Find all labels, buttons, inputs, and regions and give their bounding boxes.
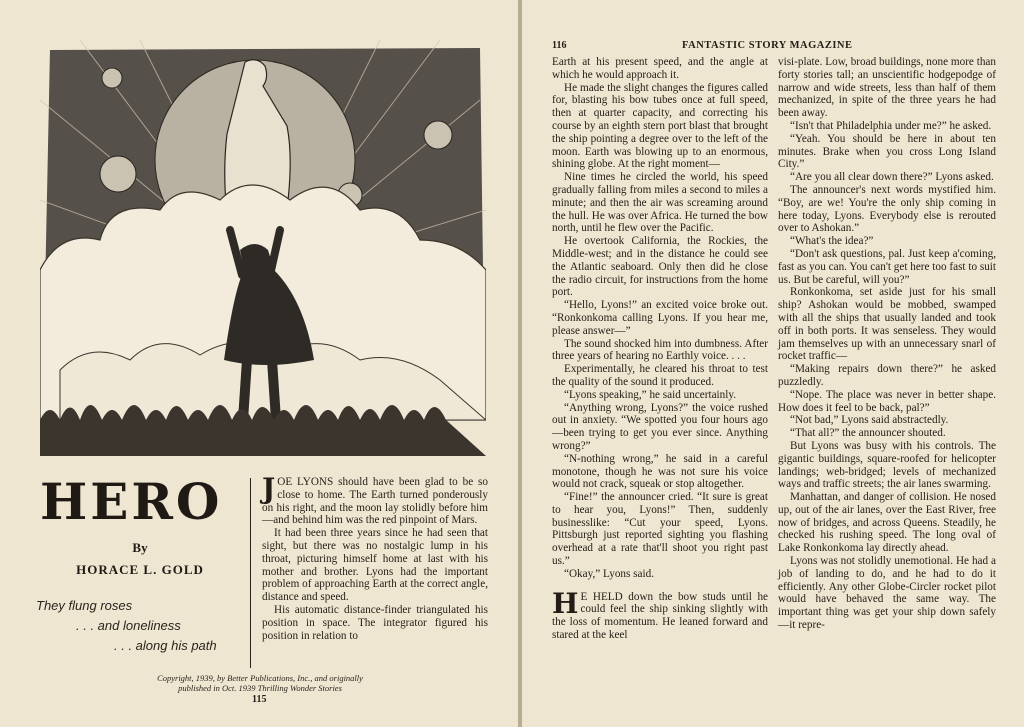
paragraph: “What's the idea?” <box>790 235 874 248</box>
left-body-text <box>262 472 489 642</box>
tagline-line-2: . . . and loneliness <box>76 618 181 633</box>
paragraph: He made the slight changes the figures called for, blasting his bow tubes once at full speed, then at quarter capacity, and correcting his course by an eighth stern port blast that brought the ship pointing a degree over to the left of the moon. Earth was blowing up to an enormous, shining globe. At the right moment— <box>552 81 768 171</box>
paragraph: Experimentally, he cleared his throat to test the quality of the sound it produced. <box>552 363 768 388</box>
paragraph: But Lyons was busy with his controls. The gigantic buildings, square-roofed for helicopter landings; web-bridged; levels of mechanized ways and traffic streets; the air lanes swarming. <box>778 439 996 491</box>
section-opening-caps: E HELD <box>580 590 623 603</box>
paragraph: visi-plate. Low, broad buildings, none more than forty stories tall; an unscientific hodgepodge of narrow and wide streets, less than half of them mechanized, in spite of the three years he had been away. <box>778 56 996 120</box>
story-title: HERO <box>40 472 223 531</box>
right-page <box>522 0 1024 727</box>
author-name: HORACE L. GOLD <box>76 562 204 577</box>
paragraph: He overtook California, the Rockies, the Middle-west; and in the distance he could see the Atlantic seaboard. Only then did he close the radio circuit, for instructions from the home port. <box>552 235 768 299</box>
paragraph: “Yeah. You should be here in about ten minutes. Brake when you cross Long Island City.” <box>778 132 996 171</box>
right-column-1 <box>552 56 768 642</box>
page-number-left: 115 <box>252 694 267 705</box>
tagline-line-1: They flung roses <box>36 598 133 613</box>
right-column-2 <box>778 56 996 632</box>
paragraph: “Hello, Lyons!” an excited voice broke out. “Ronkonkoma calling Lyons. If you hear me, please answer—” <box>552 299 768 337</box>
paragraph: Nine times he circled the world, his speed gradually falling from miles a second to miles a minute; and then the air was screaming around the hull. He was over Africa. He turned the bow north, until he flew over the Pacific. <box>552 171 768 235</box>
paragraph: “Lyons speaking,” he said uncertainly. <box>564 388 737 401</box>
paragraph: “Are you all clear down there?” Lyons asked. <box>790 171 994 184</box>
paragraph: Ronkonkoma, set aside just for his small ship? Ashokan would be mobbed, swamped with all the ships that usually landed and took off in both ports. It was senseless. They would jam themselves up with an unnecessary snarl of rocket traffic— <box>778 286 996 363</box>
copyright-notice <box>100 673 420 693</box>
paragraph: “Making repairs down there?” he asked puzzledly. <box>778 363 996 388</box>
paragraph: “Nope. The place was never in better shape. How does it feel to be back, pal?” <box>778 388 996 414</box>
paragraph-text: should have been glad to be so close to home. The Earth turned ponderously on his right, and the moon lay stolidly before him—and behind him was the red pinpoint of Mars. <box>262 476 489 527</box>
opening-caps: OE LYONS <box>277 476 334 488</box>
paragraph: Lyons was not stolidly unemotional. He had a job of landing to do, and he had to do it efficiently. Any other Globe-Circler rocket pilot would have behaved the same way. The important thing was get your ship down safely—it repre- <box>778 555 996 632</box>
paragraph: “Don't ask questions, pal. Just keep a'coming, fast as you can. You can't get here too fast to suit us. But be careful, will you?” <box>778 247 996 286</box>
paragraph: “N-nothing wrong,” he said in a careful monotone, though he was not sure his voice would not crack, squeak or stop altogether. <box>552 452 768 491</box>
paragraph: “Isn't that Philadelphia under me?” he asked. <box>790 119 992 132</box>
tagline-line-3: . . . along his path <box>114 638 217 653</box>
paragraph: The announcer's next words mystified him. “Boy, are we! You're the only ship coming in here today, Lyons. Everybody else is rerouted over to Ashokan.” <box>778 183 996 235</box>
paragraph: “Okay,” Lyons said. <box>564 567 654 580</box>
paragraph: It had been three years since he had seen that sight, but there was no nostalgic lump in his throat, picturing himself home at last with his mother and brother. Lyons had the important problem of approaching Earth at the correct angle, distance and speed. <box>262 527 488 604</box>
drop-cap: H <box>552 586 579 620</box>
paragraph: Manhattan, and danger of collision. He nosed up, out of the air lanes, over the East River, free now of bridges, and across Queens. Steadily, he checked his rushing speed. The long oval of Lake Ronkonkoma lay directly ahead. <box>778 491 996 555</box>
paragraph: “Fine!” the announcer cried. “It sure is great to hear you, Lyons!” Then, suddenly businesslike: “Cut your speed, Lyons. Pittsburgh just reported sighting you flashing overhead at a rate that'll shoot you right past us.” <box>552 491 768 568</box>
paragraph: His automatic distance-finder triangulated his position in space. The integrator figured his position in relation to <box>262 603 488 642</box>
paragraph: Earth at his present speed, and the angle at which he would approach it. <box>552 56 768 81</box>
column-divider <box>250 478 251 668</box>
section-spacer <box>552 581 768 591</box>
drop-cap: J <box>262 472 276 505</box>
byline-by: By <box>132 540 148 555</box>
section-opening-paragraph <box>552 586 768 642</box>
copyright-line: Copyright, 1939, by Better Publications, Inc., and originally <box>157 673 363 683</box>
running-head: FANTASTIC STORY MAGAZINE <box>682 40 853 51</box>
copyright-line: published in Oct. 1939 Thrilling Wonder Stories <box>178 683 342 693</box>
paragraph: “That all?” the announcer shouted. <box>790 427 946 440</box>
paragraph-text: down the bow studs until he could feel the ship sinking slightly with the loss of momentum. He leaned forward and stared at the keel <box>552 590 768 642</box>
paragraph: The sound shocked him into dumbness. After three years of hearing no Earthly voice. . . . <box>552 337 768 363</box>
page-number-right: 116 <box>552 40 567 51</box>
paragraph: “Not bad,” Lyons said abstractedly. <box>790 414 949 427</box>
paragraph: “Anything wrong, Lyons?” the voice rushed out in anxiety. “We spotted you four hours ago—been trying to get you ever since. Anything wrong?” <box>552 401 768 452</box>
story-illustration <box>40 40 486 456</box>
opening-paragraph <box>262 472 489 527</box>
